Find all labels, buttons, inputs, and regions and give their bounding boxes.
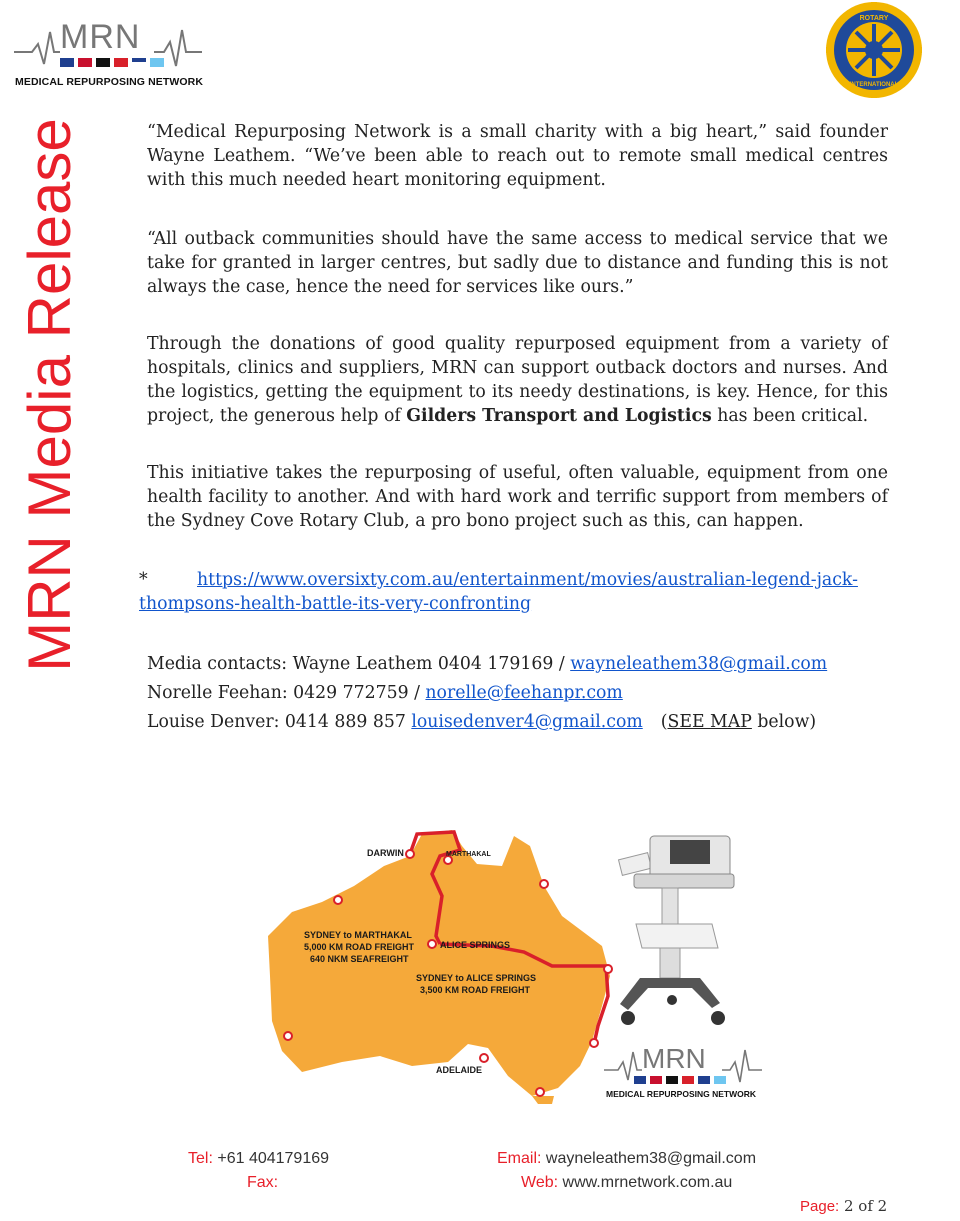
contact-3-label: Louise Denver: 0414 889 857 [147,712,412,732]
see-map-text: SEE MAP [667,712,752,732]
page-value: 2 of 2 [839,1197,888,1215]
logo-small-tagline: MEDICAL REPURPOSING NETWORK [606,1089,757,1099]
paragraph-4: This initiative takes the repurposing of useful, often valuable, equipment from one health facility to another. And with hard work and terrific support from members of the Sydney Cove Rotary Club, a pro bono project such as this, can happen. [147,463,888,531]
footer-web [521,1174,732,1192]
contact-1-label: Media contacts: Wayne Leathem 0404 179169 / [147,654,571,674]
svg-text:INTERNATIONAL: INTERNATIONAL [849,82,899,88]
contact-line-3 [147,708,888,737]
email-label: Email: [497,1150,542,1167]
web-value: www.mrnetwork.com.au [558,1174,733,1191]
reference-link[interactable]: https://www.oversixty.com.au/entertainment/movies/australian-legend-jack-thompsons-health-battle-its-very-confronting [139,570,858,614]
paragraph-3-bold: Gilders Transport and Logistics [406,406,712,426]
footer-tel [188,1150,329,1168]
footer-email [497,1150,756,1168]
tel-value: +61 404179169 [212,1150,330,1167]
contact-line-1 [147,650,888,679]
adelaide-label: ADELAIDE [436,1065,483,1075]
contact-line-2 [147,679,888,708]
darwin-label: DARWIN [367,848,404,858]
page-label: Page: [800,1198,840,1215]
route1-line3: 640 NKM SEAFREIGHT [310,954,409,964]
email-value: wayneleathem38@gmail.com [541,1150,757,1167]
vertical-title: MRN Media Release [16,118,83,672]
footer-fax [247,1174,278,1192]
city-dot [480,1054,488,1062]
route2-line1: SYDNEY to ALICE SPRINGS [416,973,537,983]
page-number [800,1197,887,1215]
contact-1-email-link[interactable]: wayneleathem38@gmail.com [570,654,828,674]
alice-label: ALICE SPRINGS [440,940,511,950]
contact-2-email-link[interactable]: norelle@feehanpr.com [425,683,623,703]
city-dot [334,896,342,904]
paragraph-2: “All outback communities should have the same access to medical service that we take for granted in larger centres, but sadly due to distance and funding this is not always the case, hence the need for services like ours.” [147,229,888,297]
city-dot [536,1088,544,1096]
see-map-tail: below) [751,712,817,732]
svg-text:MRN: MRN [60,18,141,56]
australia-route-map [262,826,622,1104]
route1-line2: 5,000 KM ROAD FREIGHT [304,942,415,952]
city-dot [540,880,548,888]
contact-3-email-link[interactable]: louisedenver4@gmail.com [411,712,643,732]
ecg-cart-image [600,828,750,1038]
city-dot [590,1039,598,1047]
route1-line1: SYDNEY to MARTHAKAL [304,930,412,940]
paragraph-3-text: Through the donations of good quality repurposed equipment from a variety of hospitals, clinics and suppliers, MRN can support outback doctors and nurses. And the logistics, getting the equipment to its needy destinations, is key. Hence, for this project, the generous help of [147,334,888,426]
logo-tagline: MEDICAL REPURPOSING NETWORK [15,76,204,88]
web-label: Web: [521,1174,559,1191]
marthakal-label: MARTHAKAL [446,851,491,858]
paragraph-3-tail: has been critical. [711,406,869,426]
city-dot [284,1032,292,1040]
fax-label: Fax: [247,1174,279,1191]
alice-dot [428,940,436,948]
route2-line2: 3,500 KM ROAD FREIGHT [420,985,531,995]
rotary-logo [824,0,924,100]
svg-text:MRN: MRN [642,1043,706,1074]
paragraph-3 [147,332,888,428]
paragraph-1: “Medical Repurposing Network is a small charity with a big heart,” said founder Wayne Leathem. “We’ve been able to reach out to remote small medical centres with this much needed heart monitoring equipment. [147,122,888,190]
darwin-dot [406,850,414,858]
media-contacts [147,650,888,737]
contact-2-label: Norelle Feehan: 0429 772759 / [147,683,426,703]
footnote-star: * [139,570,148,590]
svg-text:ROTARY: ROTARY [859,15,889,22]
see-map-open: ( [660,712,668,732]
reference [139,568,888,616]
tel-label: Tel: [188,1150,213,1167]
